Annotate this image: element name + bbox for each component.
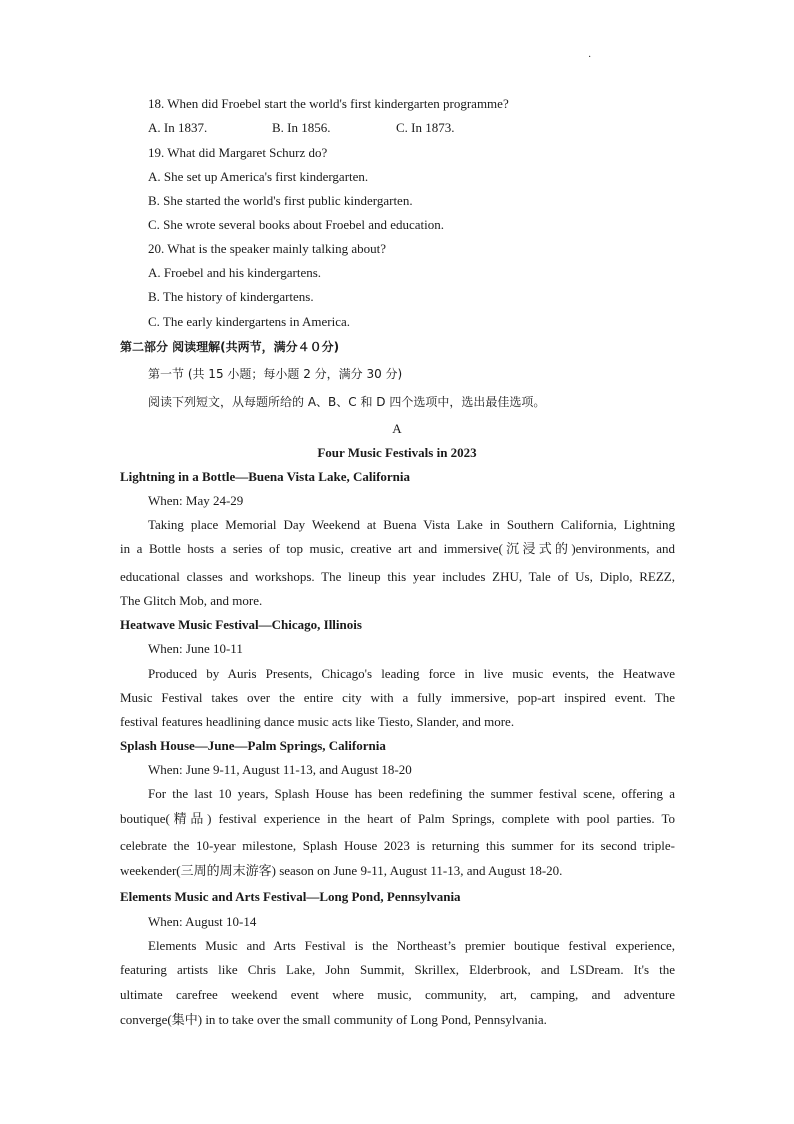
festival-body-line: boutique(精品) festival experience in the heart of Palm Springs, complete with pool parties. To: [120, 811, 675, 826]
festival-heading: Elements Music and Arts Festival—Long Pond, Pennsylvania: [120, 889, 461, 904]
festival-body-line: weekender(三周的周末游客) season on June 9-11, August 11-13, and August 18-20.: [120, 863, 563, 878]
question-20-option-c: C. The early kindergartens in America.: [148, 314, 351, 329]
corner-mark: ·: [588, 52, 592, 63]
festival-body-line: ultimate carefree weekend event where music, community, art, camping, and adventure: [120, 987, 675, 1002]
festival-body-line: in a Bottle hosts a series of top music, creative art and immersive(沉浸式的)environments, and: [120, 541, 675, 556]
festival-when: When: May 24-29: [148, 493, 244, 508]
question-19-stem: 19. What did Margaret Schurz do?: [148, 145, 328, 160]
section-title: 第一节 (共 15 小题；每小题 2 分，满分 30 分): [148, 367, 403, 381]
option-c: C. In 1873.: [396, 120, 455, 135]
question-18-options: [148, 120, 455, 136]
festival-body-line: Produced by Auris Presents, Chicago's leading force in live music events, the Heatwave: [148, 666, 675, 681]
festival-heading: Splash House—June—Palm Springs, California: [120, 738, 386, 753]
festival-body-line: festival features headlining dance music acts like Tiesto, Slander, and more.: [120, 714, 515, 729]
festival-body-line: celebrate the 10-year milestone, Splash House 2023 is returning this summer for its second triple-: [120, 838, 675, 853]
festival-body-line: educational classes and workshops. The lineup this year includes ZHU, Tale of Us, Diplo, REZZ,: [120, 569, 675, 584]
instructions: 阅读下列短文，从每题所给的 A、B、C 和 D 四个选项中，选出最佳选项。: [148, 395, 546, 409]
festival-heading: Lightning in a Bottle—Buena Vista Lake, California: [120, 469, 411, 484]
festival-body-line: Taking place Memorial Day Weekend at Buena Vista Lake in Southern California, Lightning: [148, 517, 675, 532]
festival-body-line: featuring artists like Chris Lake, John Summit, Skrillex, Elderbrook, and LSDream. It's the: [120, 962, 675, 977]
festival-when: When: June 10-11: [148, 641, 243, 656]
part-title: 第二部分 阅读理解(共两节，满分４０分): [120, 340, 340, 354]
passage-title: Four Music Festivals in 2023: [317, 445, 477, 460]
question-19-option-a: A. She set up America's first kindergarten.: [148, 169, 369, 184]
festival-body-line: For the last 10 years, Splash House has been redefining the summer festival scene, offering a: [148, 786, 675, 801]
festival-body-line: Elements Music and Arts Festival is the Northeast’s premier boutique festival experience,: [148, 938, 675, 953]
option-a: A. In 1837.: [148, 120, 208, 135]
option-b: B. In 1856.: [272, 120, 331, 135]
question-20-option-a: A. Froebel and his kindergartens.: [148, 265, 322, 280]
festival-body-line: The Glitch Mob, and more.: [120, 593, 263, 608]
festival-body-line: converge(集中) in to take over the small community of Long Pond, Pennsylvania.: [120, 1012, 547, 1027]
festival-body-line: Music Festival takes over the entire city with a fully immersive, pop-art inspired event. The: [120, 690, 675, 705]
festival-when: When: June 9-11, August 11-13, and August 18-20: [148, 762, 412, 777]
question-20-stem: 20. What is the speaker mainly talking about?: [148, 241, 387, 256]
question-18-stem: 18. When did Froebel start the world's first kindergarten programme?: [148, 96, 509, 111]
festival-heading: Heatwave Music Festival—Chicago, Illinois: [120, 617, 362, 632]
question-20-option-b: B. The history of kindergartens.: [148, 289, 314, 304]
passage-label: A: [392, 421, 402, 436]
festival-when: When: August 10-14: [148, 914, 257, 929]
question-19-option-b: B. She started the world's first public kindergarten.: [148, 193, 413, 208]
question-19-option-c: C. She wrote several books about Froebel and education.: [148, 217, 445, 232]
